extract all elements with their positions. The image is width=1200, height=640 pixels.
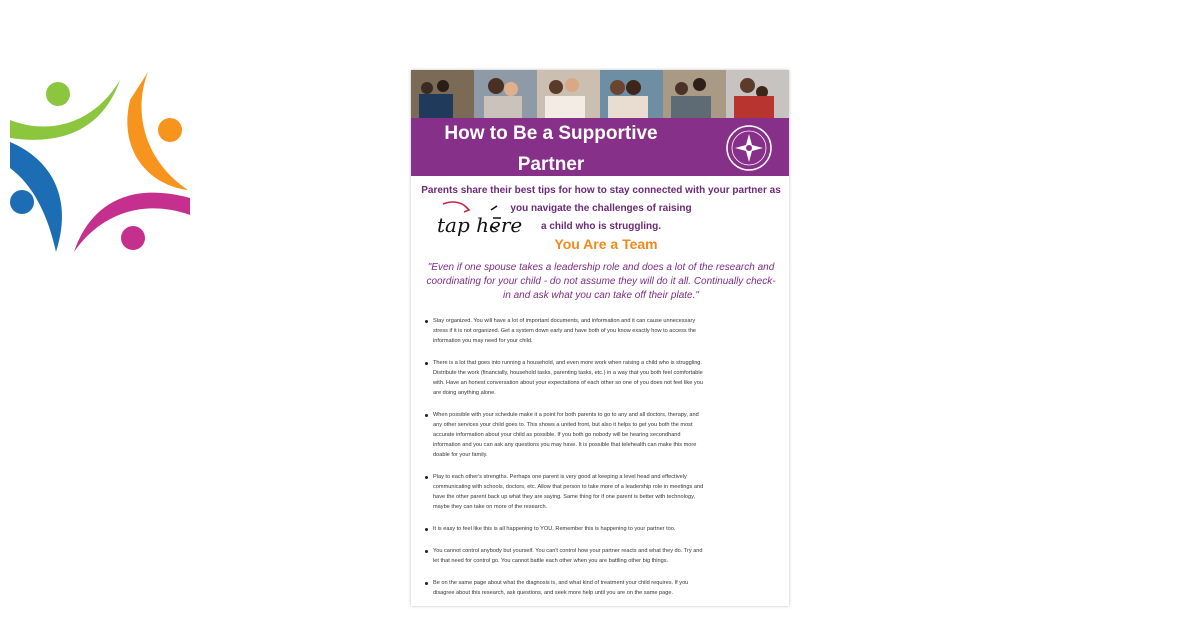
family-photo — [663, 70, 726, 118]
parent-quote: "Even if one spouse takes a leadership role and does a lot of the research and coordinating for your child - do not assume they will do it all. Continually check-in and ask what you can take off their plate." — [426, 262, 776, 301]
embrace-photo — [600, 70, 663, 118]
smiling-couple-photo — [537, 70, 600, 118]
list-item: Stay organized. You will have a lot of important documents, and information and it can cause unnecessary stress if it is not organized. Get a system down early and have both of you know exactly how to access the information you may need for your child. — [425, 316, 781, 346]
list-item: Be on the same page about what the diagnosis is, and what kind of treatment your child requires. If you disagree about this research, ask questions, and seek more help until you are on the same page. — [425, 578, 781, 598]
couple-photo — [411, 70, 474, 118]
tap-here-label: tap here — [437, 213, 523, 237]
organization-badge-icon — [725, 124, 773, 172]
flyer-title: How to Be a Supportive Partner — [444, 123, 658, 175]
list-item: When possible with your schedule make it a point for both parents to go to any and all doctors, therapy, and any other services your child goes to. This shows a united front, but also it helps to get you both the most accurate information about your child as possible. If you both go nobody will be hearing secondhand information and you can ask any questions you may have. It is possible that telehealth can make this more doable for your family. — [425, 410, 781, 460]
photo-strip — [411, 70, 789, 118]
list-item: It is easy to feel like this is all happening to YOU. Remember this is happening to your partner too. — [425, 524, 781, 534]
list-item: Play to each other's strengths. Perhaps one parent is very good at keeping a level head and effectively communicating with schools, doctors, etc. Allow that person to take more of a leadership role in meetings and have the other parent back up what they are saying. Same thing for if one parent is better with technology, maybe they can take on more of the research. — [425, 472, 781, 512]
flyer-subtitle: Parents share their best tips for how to stay connected with your partner as you navigate the challenges of raising a child who is struggling. — [421, 185, 781, 232]
section-title: You Are a Team — [554, 236, 658, 252]
hug-photo — [474, 70, 537, 118]
title-banner — [411, 118, 789, 176]
organization-logo-icon — [8, 70, 193, 255]
list-item: There is a lot that goes into running a household, and even more work when raising a child who is struggling. Distribute the work (financially, household tasks, parenting tasks, etc.) in a way that you both feel comfortable with. Have an honest conversation about your expectations of each other so one of you does not feel like you are doing anything alone. — [425, 358, 781, 398]
tips-list — [425, 316, 781, 610]
flyer-document[interactable] — [411, 70, 789, 606]
list-item: You cannot control anybody but yourself. You can't control how your partner reacts and what they do. Try and let that need for control go. You cannot battle each other when you are battling other big things. — [425, 546, 781, 566]
father-child-photo — [726, 70, 789, 118]
tap-here-link[interactable] — [429, 200, 523, 258]
